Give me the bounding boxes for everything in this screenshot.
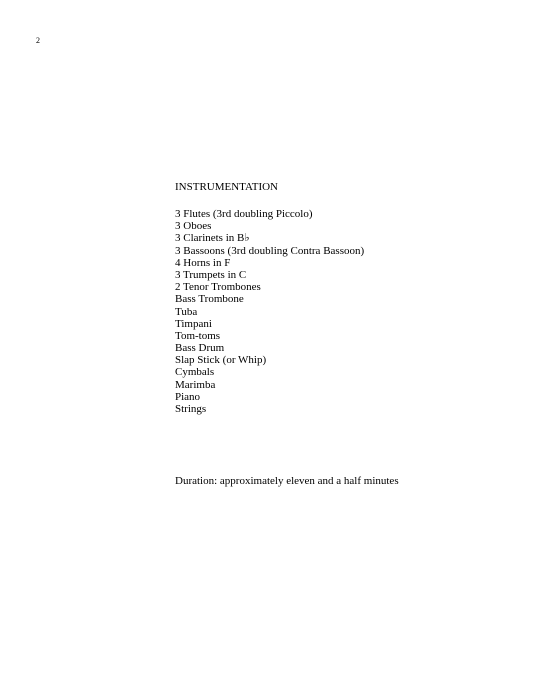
instrument-item: Marimba — [175, 378, 216, 391]
instrument-item: Bass Trombone — [175, 293, 244, 306]
instrumentation-section — [175, 180, 505, 415]
instrument-item: Tom-toms — [175, 329, 221, 342]
instrument-item: 3 Flutes (3rd doubling Piccolo) — [175, 208, 313, 220]
instrument-item: Piano — [175, 390, 201, 403]
instrument-item: 3 Oboes — [175, 220, 212, 233]
instrument-item: Tuba — [175, 305, 198, 318]
instrumentation-heading: INSTRUMENTATION — [175, 181, 279, 193]
instrument-item: Timpani — [175, 317, 212, 330]
duration-note: Duration: approximately eleven and a half minutes — [175, 475, 399, 487]
instrument-item: Slap Stick (or Whip) — [175, 354, 267, 367]
instrument-item: 3 Clarinets in B♭ — [175, 232, 250, 245]
instrument-item: Strings — [175, 403, 207, 415]
page-number: 2 — [36, 36, 40, 45]
instrument-item: Bass Drum — [175, 342, 225, 355]
instrument-item: 3 Trumpets in C — [175, 268, 247, 281]
instrument-list — [175, 208, 505, 415]
instrument-item: 2 Tenor Trombones — [175, 281, 261, 294]
instrument-item: 4 Horns in F — [175, 256, 231, 269]
instrument-item: Cymbals — [175, 366, 215, 379]
instrument-item: 3 Bassoons (3rd doubling Contra Bassoon) — [175, 244, 365, 257]
